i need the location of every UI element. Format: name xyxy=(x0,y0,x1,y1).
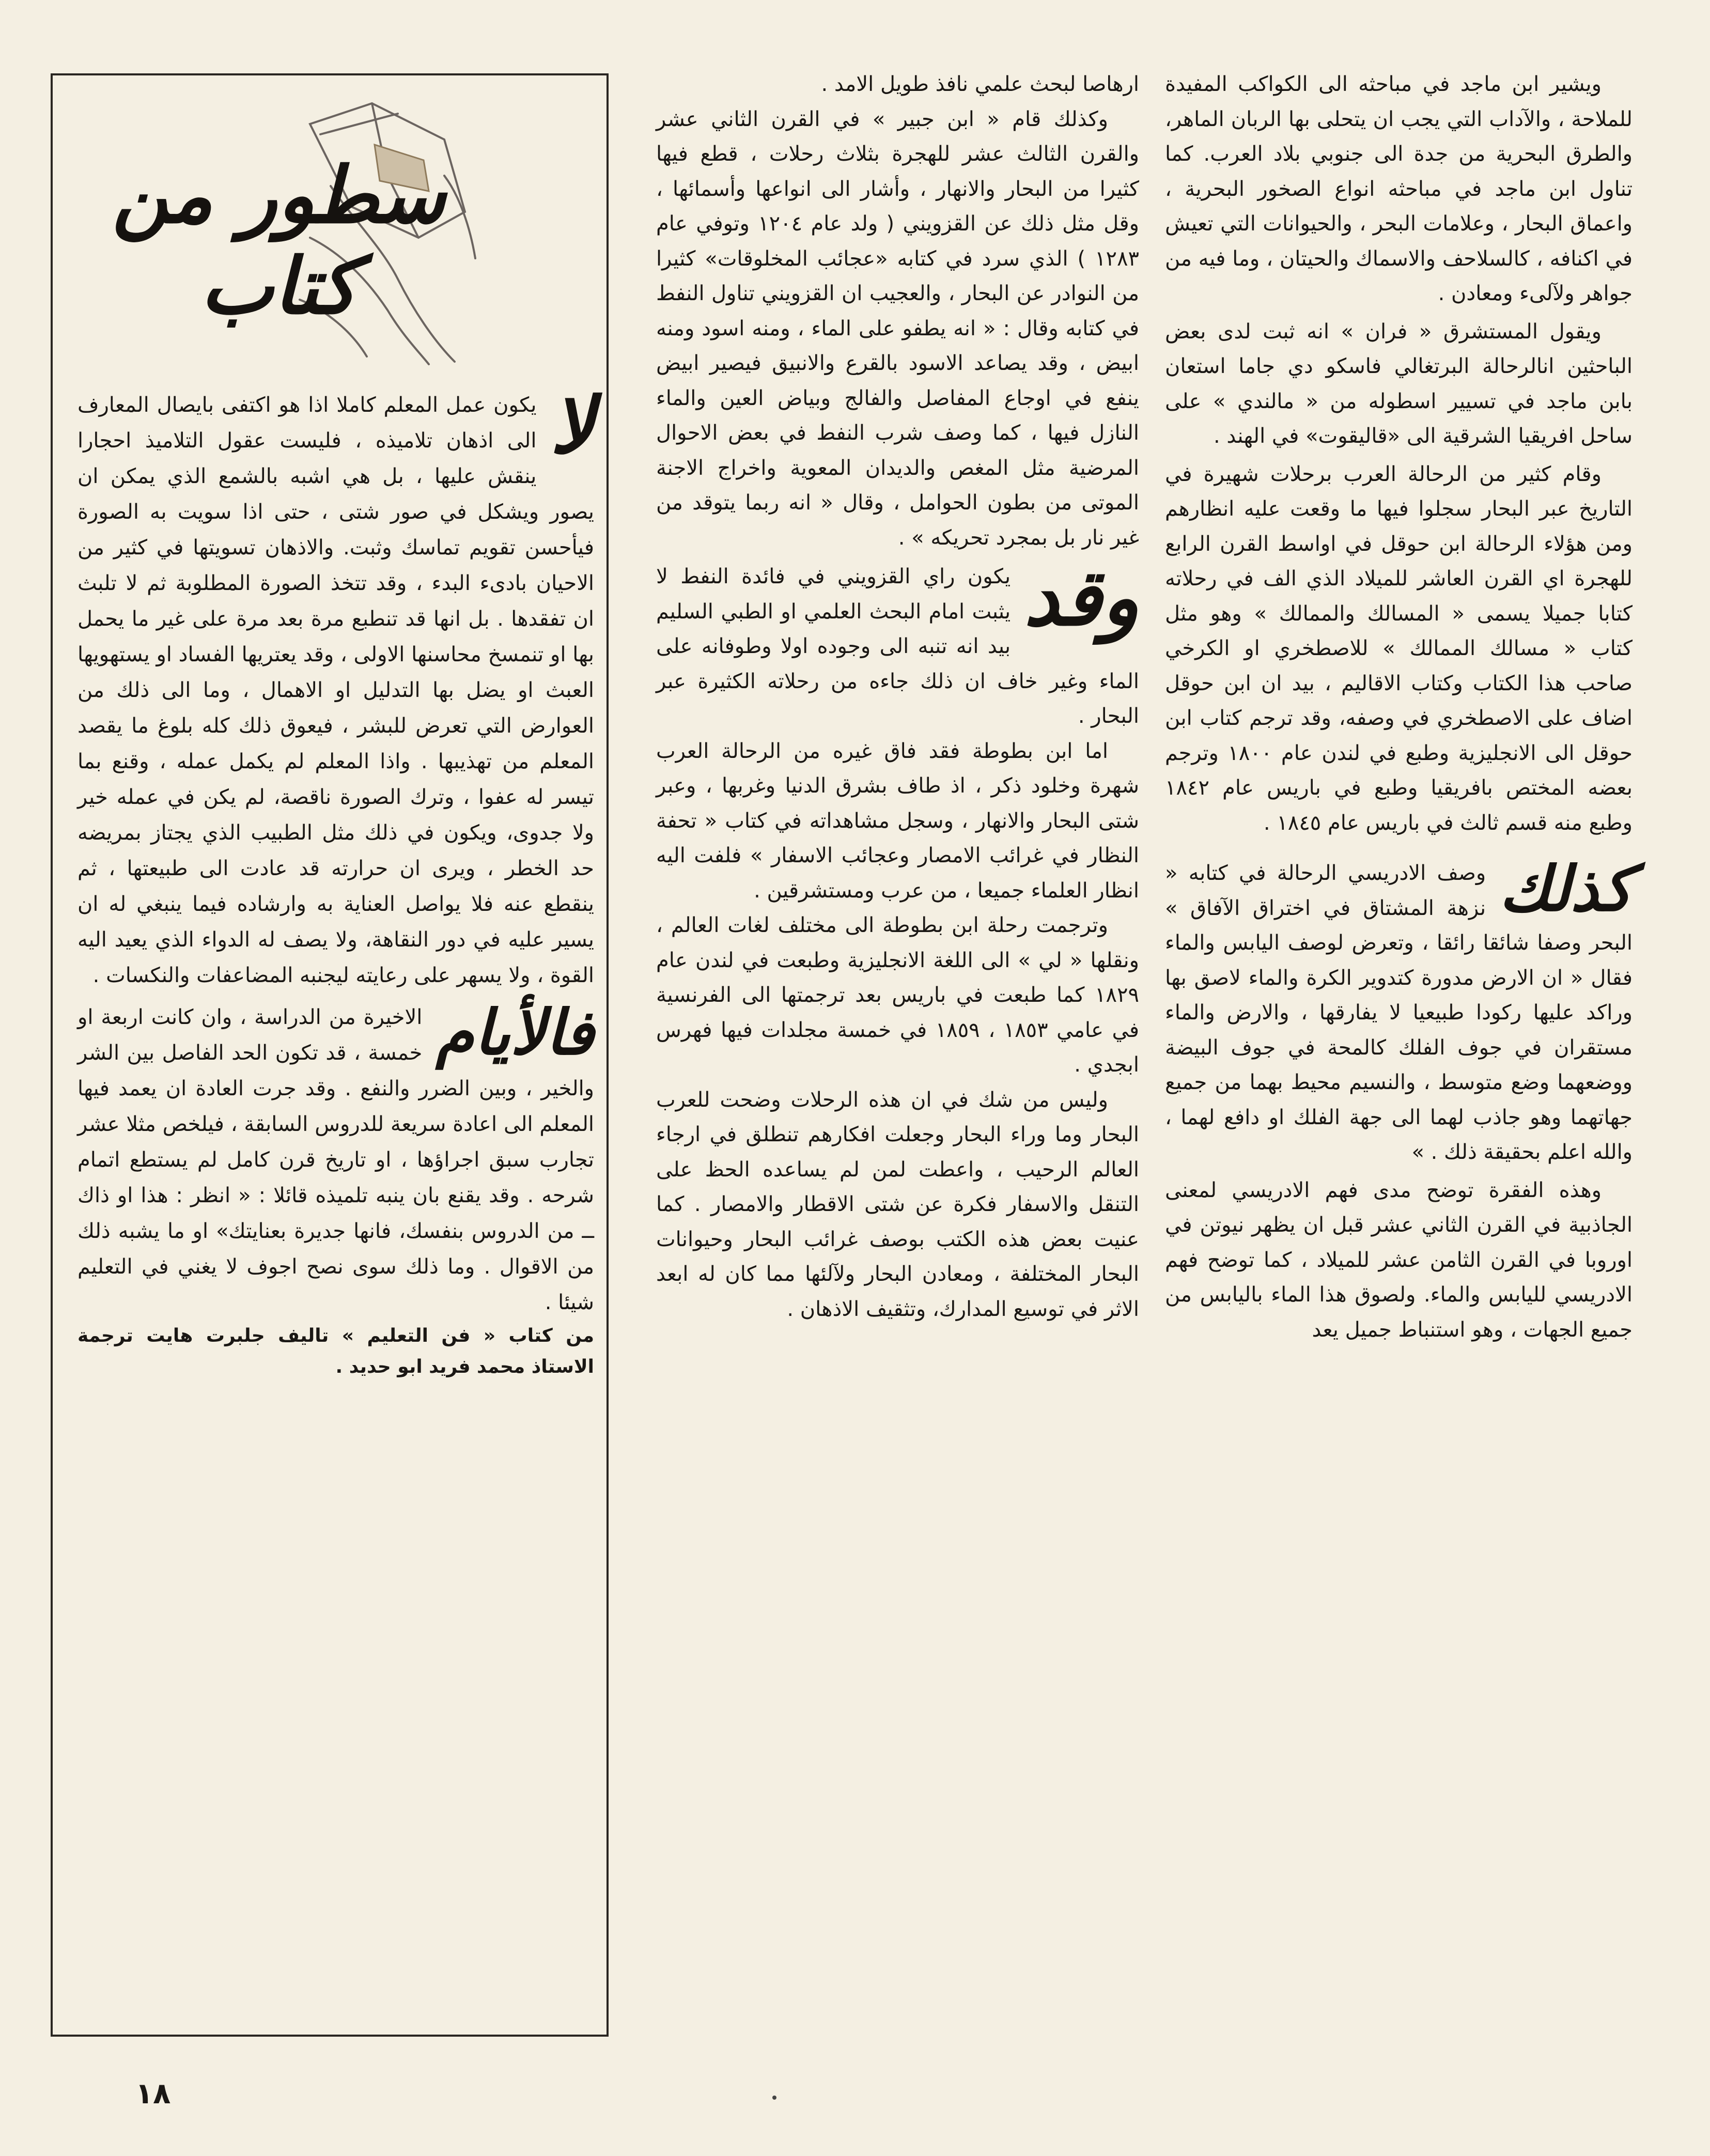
middle-column xyxy=(656,67,1139,1327)
paragraph: ارهاصا لبحث علمي نافذ طويل الامد . xyxy=(821,72,1139,96)
right-column xyxy=(1165,67,1633,1347)
paragraph-text: وصف الادريسي الرحالة في كتابه « نزهة المشتاق في اختراق الآفاق » البحر وصفا شائقا رائقا ، وتعرض لوصف اليابس والماء فقال « ان الارض مدورة كتدوير الكرة والماء لاصق بها وراكد عليها ركودا طبيعيا لا يفارقها ، والارض والماء مستقران في جوف الفلك كالمحة في جوف البيضة ووضعهما وضع متوسط ، والنسيم محيط بهما من جميع جهاتهما وهو جاذب لهما الى جهة الفلك او دافع لهما ، والله اعلم بحقيقة ذلك . » xyxy=(1165,861,1633,1164)
paragraph: وقام كثير من الرحالة العرب برحلات شهيرة في التاريخ عبر البحار سجلوا فيها ما وقعت عليه انظارهم ومن هؤلاء الرحالة ابن حوقل في اواسط القرن الرابع للهجرة اي القرن العاشر للميلاد الذي الف في رحلاته كتابا جميلا يسمى « المسالك والممالك » وهو مثل كتاب « مسالك الممالك » للاصطخري او الكرخي صاحب هذا الكتاب وكتاب الاقاليم ، بيد ان ابن حوقل اضاف على الاصطخري في وصفه، وقد ترجم كتاب ابن حوقل الى الانجليزية وطبع في لندن عام ١٨٠٠ وترجم بعضه المختص بافريقيا وطبع في باريس عام ١٨٤٢ وطبع منه قسم ثالث في باريس عام ١٨٤٥ . xyxy=(1165,462,1633,835)
dropcap: فالأيام xyxy=(436,996,594,1069)
paragraph: وهذه الفقرة توضح مدى فهم الادريسي لمعنى الجاذبية في القرن الثاني عشر قبل ان يظهر نيوتن في اوروبا في القرن الثامن عشر للميلاد ، كما توضح فهم الادريسي لليابس والماء. ولصوق هذا الماء باليابس من جميع الجهات ، وهو استنباط جميل يعد xyxy=(1165,1178,1633,1342)
paragraph: وكذلك قام « ابن جبير » في القرن الثاني عشر والقرن الثالث عشر للهجرة بثلاث رحلات ، قطع فيها كثيرا من البحار والانهار ، وأشار الى انواعها وأسمائها ، وقل مثل ذلك عن القزويني ( ولد عام ١٢٠٤ وتوفي عام ١٢٨٣ ) الذي سرد في كتابه «عجائب المخلوقات» كثيرا من النوادر عن البحار ، والعجيب ان القزويني تناول النفط في كتابه وقال : « انه يطفو على الماء ، ومنه اسود ومنه ابيض ، وقد يصاعد الاسود بالقرع والانبيق فيصير ابيض ينفع في اوجاع المفاصل والفالج وبياض العين والماء النازل فيها ، كما وصف شرب النفط في بعض الاحوال المرضية مثل المغص والديدان المعوية واخراج الاجنة الموتى من بطون الحوامل ، وقال « انه ربما يتوقد من غير نار بل بمجرد تحريكه » . xyxy=(656,107,1139,550)
paragraph: ويقول المستشرق « فران » انه ثبت لدى بعض الباحثين انالرحالة البرتغالي فاسكو دي جاما استعان بابن ماجد في تسيير اسطوله من « مالندي » على ساحل افريقيا الشرقية الى «قاليقوت» في الهند . xyxy=(1165,319,1633,448)
paragraph: وترجمت رحلة ابن بطوطة الى مختلف لغات العالم ، ونقلها « لي » الى اللغة الانجليزية وطبعت في لندن عام ١٨٢٩ كما طبعت في باريس بعد ترجمتها الى الفرنسية في عامي ١٨٥٣ ، ١٨٥٩ في خمسة مجلدات فيها فهرس ابجدي . xyxy=(656,913,1139,1077)
paragraph-text: يكون راي القزويني في فائدة النفط لا يثبت امام البحث العلمي او الطبي السليم بيد انه تنبه الى وجوده اولا وطوفانه على الماء وغير خاف ان ذلك جاءه من رحلاته الكثيرة عبر البحار . xyxy=(656,565,1139,728)
dropcap: لا xyxy=(550,380,594,471)
paragraph xyxy=(1165,852,1633,1170)
paragraph-text: الاخيرة من الدراسة ، وان كانت اربعة او خمسة ، قد تكون الحد الفاصل بين الشر والخير ، وبين الضرر والنفع . وقد جرت العادة ان يعمد فيها المعلم الى اعادة سريعة للدروس السابقة ، فيلخص مثلا عشر تجارب سبق اجراؤها ، او تاريخ قرن كامل لم يستطع اتمام شرحه . وقد يقنع بان ينبه تلميذه قائلا : « انظر : هذا او ذاك ــ من الدروس بنفسك، فانها جديرة بعنايتك» او ما يشبه ذلك من الاقوال . وما ذلك سوى نصح اجوف لا يغني في التعليم شيئا . xyxy=(77,1005,594,1314)
paragraph xyxy=(77,380,594,994)
paragraph: ويشير ابن ماجد في مباحثه الى الكواكب المفيدة للملاحة ، والآداب التي يجب ان يتحلى بها الربان الماهر، والطرق البحرية من جدة الى جنوبي بلاد العرب. كما تناول ابن ماجد في مباحثه انواع الصخور البحرية ، واعماق البحار ، وعلامات البحر ، والحيوانات التي تعيش في اكنافه ، كالسلاحف والاسماك والحيتان ، وما فيه من جواهر ولآلىء ومعادن . xyxy=(1165,72,1633,305)
sidebar-column xyxy=(77,380,594,1383)
source-credit: من كتاب « فن التعليم » تاليف جلبرت هايت ترجمة الاستاذ محمد فريد ابو حديد . xyxy=(77,1325,594,1377)
page-number: ١٨ xyxy=(135,2077,171,2111)
paragraph-text: يكون عمل المعلم كاملا اذا هو اكتفى بايصال المعارف الى اذهان تلاميذه ، فليست عقول التلاميذ احجارا ينقش عليها ، بل هي اشبه بالشمع الذي يمكن ان يصور ويشكل في صور شتى ، حتى اذا سويت به الصورة فيأحسن تقويم تماسك وثبت. والاذهان تسويتها في كثير من الاحيان بادىء البدء ، وقد تتخذ الصورة المطلوبة ثم لا تلبث ان تفقدها . بل انها قد تنطبع مرة بعد مرة على غير ما يحمل بها او تنمسخ محاسنها الاولى ، وقد يعتريها الفساد او يستهويها العبث او يضل بها التدليل او الاهمال ، وما الى ذلك من العوارض التي تعرض للبشر ، فيعوق ذلك كله بلوغ ما يقصد المعلم من تهذيبها . واذا المعلم لم يكمل عمله ، وقنع بما تيسر له عفوا ، وترك الصورة ناقصة، لم يكن في عمله خير ولا جدوى، ويكون في ذلك مثل الطبيب الذي يجتاز بمريضه حد الخطر ، ويرى ان حرارته قد عادت الى طبيعتها ، ثم ينقطع عنه فلا يواصل العناية به وارشاده فيما ينبغي له ان يسير عليه في دور النقاهة، ولا يصف له الدواء الذي يعيد اليه القوة ، ولا يسهر على رعايته ليجنبه المضاعفات والنكسات . xyxy=(77,393,594,987)
dropcap: كذلك xyxy=(1499,852,1633,925)
paragraph: اما ابن بطوطة فقد فاق غيره من الرحالة العرب شهرة وخلود ذكر ، اذ طاف بشرق الدنيا وغربها ، وعبر شتى البحار والانهار ، وسجل مشاهداته في كتاب « تحفة النظار في غرائب الامصار وعجائب الاسفار » فلفت اليه انظار العلماء جميعا ، من عرب ومستشرقين . xyxy=(656,739,1139,903)
center-mark xyxy=(772,2096,776,2100)
dropcap: وقد xyxy=(1024,552,1139,643)
paragraph: وليس من شك في ان هذه الرحلات وضحت للعرب البحار وما وراء البحار وجعلت افكارهم تنطلق في ارجاء العالم الرحيب ، واعطت لمن لم يساعده الحظ على التنقل والاسفار فكرة عن شتى الاقطار والامصار . كما عنيت بعض هذه الكتب بوصف غرائب البحار وحيوانات البحار المختلفة ، ومعادن البحار ولآلئها مما كان له ابعد الاثر في توسيع المدارك، وتثقيف الاذهان . xyxy=(656,1088,1139,1321)
sidebar-title: سطور من كتاب xyxy=(112,150,446,332)
paragraph xyxy=(77,996,594,1321)
paragraph xyxy=(656,552,1139,734)
